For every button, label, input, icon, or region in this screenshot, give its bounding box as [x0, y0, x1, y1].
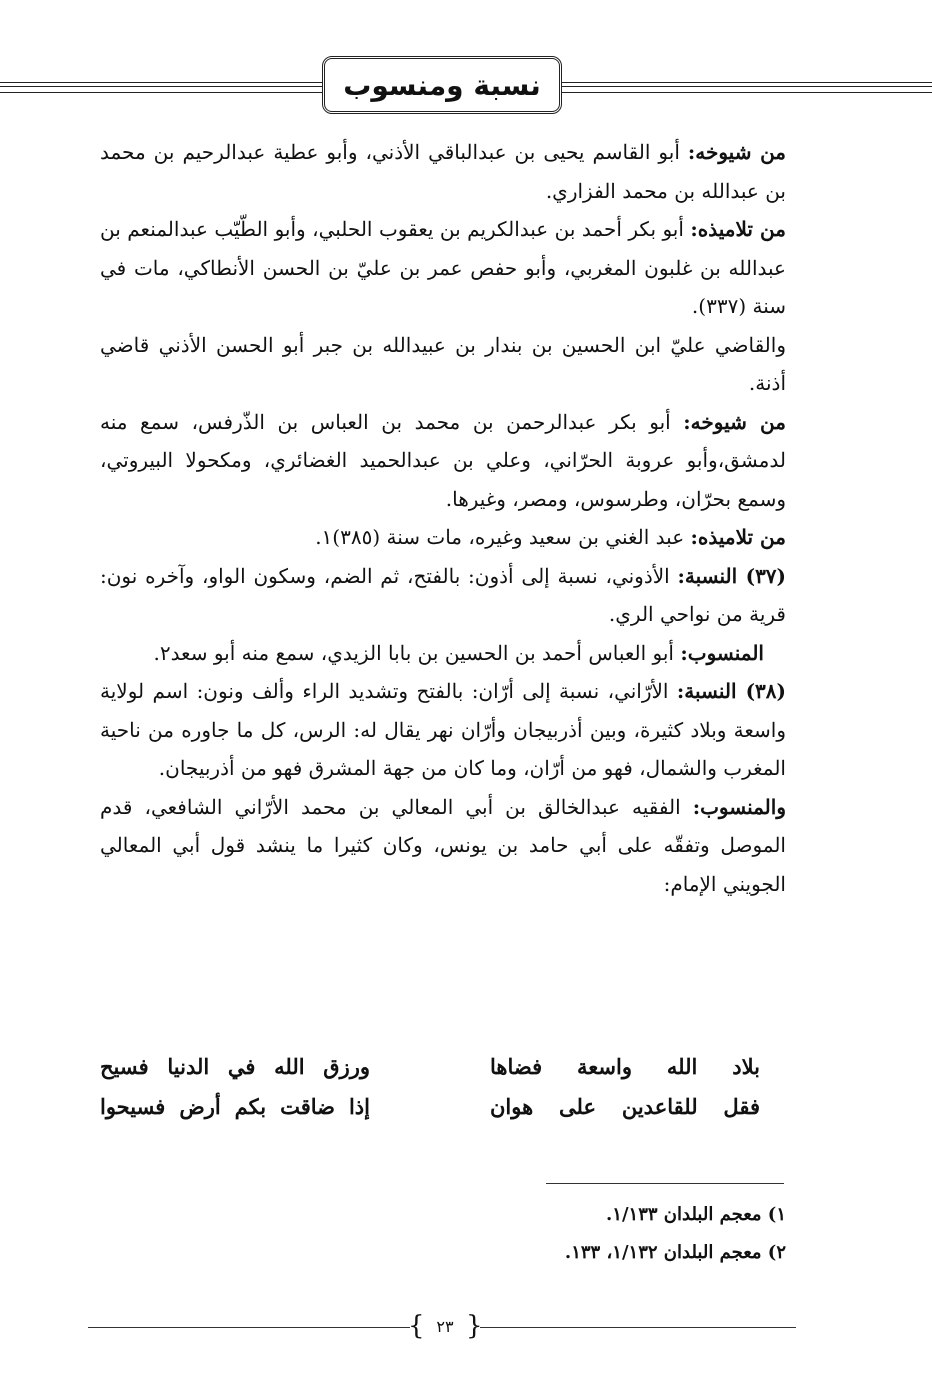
- paragraph: [100, 518, 786, 557]
- paragraph: [100, 403, 786, 519]
- paragraph-text: أبو بكر أحمد بن عبدالكريم بن يعقوب الحلبي، وأبو الطّيّب عبدالمنعم بن عبدالله بن غلبون المغربي، وأبو حفص عمر بن عليّ بن الحسن الأنطاكي، مات في سنة (٣٣٧).: [100, 217, 786, 318]
- paragraph-label: والمنسوب:: [692, 794, 786, 819]
- paragraph-text: الأرّاني، نسبة إلى أرّان: بالفتح وتشديد الراء وألف ونون: اسم لولاية واسعة وبلاد كثيرة، وبين أذربيجان وأرّان نهر يقال له: الرس، كل ما جاوره من ناحية المغرب والشمال، فهو من أرّان، وما كان من جهة المشرق فهو من أذربيجان.: [100, 679, 786, 780]
- verse-first-hemistich: فقل للقاعدين على هوان: [490, 1093, 760, 1119]
- left-brace-ornament: {: [408, 1311, 425, 1341]
- paragraph-text: الأذوني، نسبة إلى أذون: بالفتح، ثم الضم، وسكون الواو، وآخره نون: قرية من نواحي الري.: [100, 563, 786, 626]
- footnote-divider: [546, 1183, 784, 1184]
- paragraph-label: المنسوب:: [680, 640, 764, 665]
- paragraph: [100, 672, 786, 788]
- page-number: ٢٣: [436, 1317, 454, 1336]
- verse-second-hemistich: إذا ضاقت بكم أرض فسيحوا: [100, 1093, 370, 1119]
- paragraph: [100, 788, 786, 904]
- footnote: ١) معجم البلدان ١/١٣٣.: [606, 1204, 786, 1225]
- paragraph: [100, 557, 786, 634]
- page-header-title: نسبة ومنسوب: [343, 68, 541, 102]
- page-footer: [0, 1312, 932, 1342]
- verse-line: [100, 1086, 760, 1126]
- paragraph-label: (٣٨) النسبة:: [676, 679, 786, 703]
- paragraph: [100, 210, 786, 326]
- paragraph-text: والقاضي عليّ ابن الحسين بن بندار بن عبيدالله بن جبر أبو الحسن الأذني قاضي أذنة.: [100, 332, 786, 395]
- footnotes: [300, 1196, 786, 1272]
- paragraph-label: من شيوخه:: [687, 140, 787, 164]
- paragraph-label: من تلاميذه:: [690, 525, 786, 549]
- paragraph-text: أبو العباس أحمد بن الحسين بن بابا الزيدي، سمع منه أبو سعد٢.: [153, 640, 681, 665]
- poem-verses: [100, 1046, 760, 1126]
- footer-rule-line: [480, 1327, 796, 1328]
- header-title-box: [322, 56, 562, 114]
- paragraph-label: من تلاميذه:: [690, 217, 786, 241]
- paragraph-text: الفقيه عبدالخالق بن أبي المعالي بن محمد الأرّاني الشافعي، قدم الموصل وتفقّه على أبي حامد بن يونس، وكان كثيرا ما ينشد قول أبي المعالي الجويني الإمام:: [100, 794, 786, 896]
- right-brace-ornament: }: [466, 1311, 483, 1341]
- footer-rule-line: [88, 1327, 410, 1328]
- paragraph-text: عبد الغني بن سعيد وغيره، مات سنة (٣٨٥)١.: [315, 525, 691, 549]
- paragraph-text: أبو القاسم يحيى بن عبدالباقي الأذني، وأبو عطية عبدالرحيم بن محمد بن عبدالله بن محمد الفزاري.: [100, 140, 786, 203]
- footnote: ٢) معجم البلدان ١/١٣٢، ١٣٣.: [564, 1242, 786, 1263]
- paragraph-label: (٣٧) النسبة:: [677, 563, 787, 588]
- verse-line: [100, 1046, 760, 1086]
- verse-first-hemistich: بلاد الله واسعة فضاها: [490, 1053, 760, 1079]
- main-text: [100, 133, 786, 903]
- paragraph: [100, 133, 786, 210]
- verse-second-hemistich: ورزق الله في الدنيا فسيح: [100, 1053, 370, 1079]
- paragraph-text: أبو بكر عبدالرحمن بن محمد بن العباس بن الذّرفس، سمع منه لدمشق،وأبو عروبة الحرّاني، وعلي بن عبدالحميد الغضائري، ومكحولا البيروتي، وسمع بحرّان، وطرسوس، ومصر، وغيرها.: [100, 409, 786, 511]
- paragraph: [100, 634, 786, 673]
- paragraph: [100, 326, 786, 403]
- paragraph-label: من شيوخه:: [683, 409, 786, 434]
